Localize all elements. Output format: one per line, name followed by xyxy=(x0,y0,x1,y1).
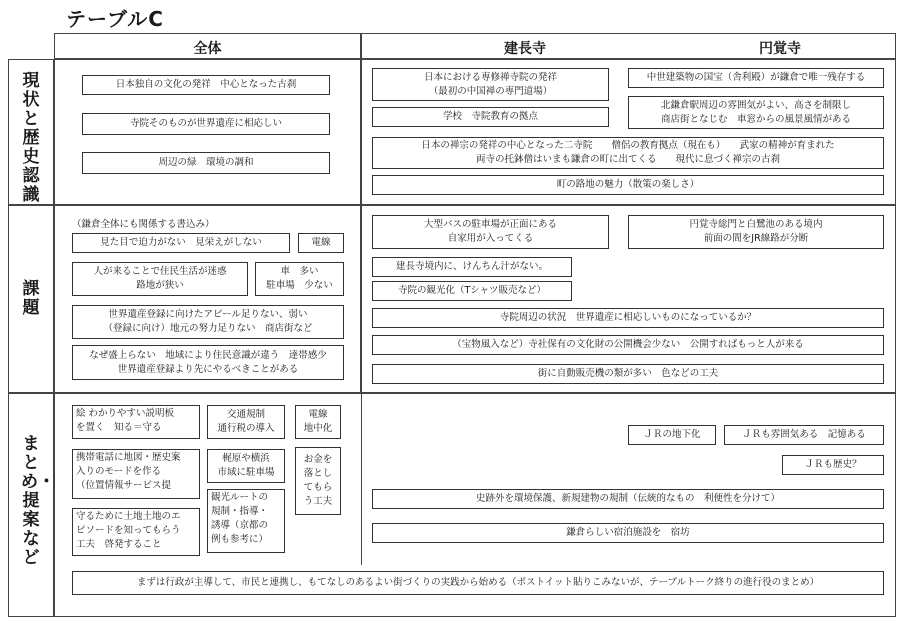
note-text: 日本の禅宗の発祥の中心となった二寺院 僧侶の教育拠点（現在も） 武家の精神が育まれた xyxy=(421,140,835,151)
note-text: 日本における専修禅寺院の発祥 xyxy=(423,71,557,83)
note-text: なぜ盛上らない 地域により住民意識が違う 達帯感少 xyxy=(89,349,327,361)
note-box xyxy=(72,305,344,339)
note-text: （最初の中国禅の専門道場） xyxy=(428,85,553,97)
note-text: 落とし xyxy=(303,468,333,479)
note-text: 円覚寺総門と白鷺池のある境内 xyxy=(689,219,823,230)
note-box xyxy=(372,281,572,301)
note-box xyxy=(628,96,884,129)
note-text: 世界遺産登録より先にやるべきことがある xyxy=(117,363,299,375)
note-text: う工夫 xyxy=(303,496,333,507)
note-text: 町の路地の魅力（散策の楽しさ） xyxy=(556,179,700,190)
note-text: ＪＲの地下化 xyxy=(643,429,701,440)
row-label-issues: 課題 xyxy=(22,279,40,318)
note-box xyxy=(82,75,330,95)
note-text: 電線 xyxy=(311,237,331,248)
note-box xyxy=(207,489,285,553)
note-text: 寺院そのものが世界遺産に相応しい xyxy=(129,118,282,129)
row-label-current: 現状と歴史認識 xyxy=(22,71,40,205)
note-text: てもら xyxy=(303,482,333,493)
note-text: 工夫 啓発すること xyxy=(76,539,162,550)
header-kenchoji: 建長寺 xyxy=(504,41,546,57)
note-box xyxy=(295,447,341,515)
note-text: 街に自動販売機の類が多い 色などの工夫 xyxy=(537,368,719,379)
note-text: 地中化 xyxy=(303,423,333,434)
summary-box xyxy=(72,571,884,595)
note-box xyxy=(628,425,716,445)
note-text: 史跡外を環境保護、新規建物の規制（伝統的なもの 利便性を分けて） xyxy=(475,493,780,504)
note-text: を置く 知る＝守る xyxy=(76,422,162,433)
note-box xyxy=(207,405,285,439)
note-box xyxy=(295,405,341,439)
note-box xyxy=(372,137,884,169)
note-box xyxy=(724,425,884,445)
note-box xyxy=(72,508,200,556)
note-box xyxy=(372,257,572,277)
note-text: 日本独自の文化の発祥 中心となった古刹 xyxy=(115,79,297,90)
note-text: 寺院の観光化（Tシャツ販売など） xyxy=(397,285,547,296)
note-box xyxy=(72,405,200,439)
summary-text: まずは行政が主導して、市民と連携し、もてなしのあるよい街づくりの実践から始める（ポストイット貼りこみないが、テーブルトーク終りの進行役のまとめ） xyxy=(136,577,820,588)
note-text: 中世建築物の国宝（舎利殿）が鎌倉で唯一残存する xyxy=(646,72,866,83)
note-box xyxy=(372,335,884,355)
row-label-proposals: まとめ・提案など xyxy=(21,434,55,568)
note-text: 電線 xyxy=(308,409,328,420)
note-text: 例も参考に） xyxy=(211,534,269,545)
note-box xyxy=(72,345,344,380)
note-text: 見た目で迫力がない 見栄えがしない xyxy=(100,237,262,248)
note-text: 観光ルートの xyxy=(211,492,269,503)
note-box xyxy=(372,175,884,195)
note-box xyxy=(372,215,609,249)
note-text: 路地が狭い xyxy=(136,280,184,291)
note-box xyxy=(782,455,884,475)
note-text: ＪＲも歴史？ xyxy=(804,459,862,470)
note-text: 入りのモードを作る xyxy=(76,466,162,477)
note-text: 通行税の導入 xyxy=(217,423,275,434)
note-text: 守るために土地土地のエ xyxy=(76,511,181,522)
note-text: 寺院周辺の状況 世界遺産に相応しいものになっているか？ xyxy=(499,312,757,323)
note-text: （位置情報サービス提 xyxy=(76,480,172,491)
note-text: 周辺の緑 環境の調和 xyxy=(158,157,254,168)
note-text: 学校 寺院教育の拠点 xyxy=(442,111,538,122)
note-text: お金を xyxy=(303,454,333,465)
note-box xyxy=(372,364,884,384)
note-box xyxy=(82,152,330,174)
note-box xyxy=(207,449,285,483)
note-text: 建長寺境内に、けんちん汁がない。 xyxy=(395,261,548,272)
note-text: 携帯電話に地図・歴史案 xyxy=(76,452,181,463)
note-box xyxy=(82,113,330,135)
note-box xyxy=(628,215,884,249)
note-text: 前面の間をJR線路が分断 xyxy=(703,233,809,244)
note-text: 交通規制 xyxy=(226,409,265,420)
note-box xyxy=(372,308,884,328)
note-box xyxy=(372,68,609,101)
note-text: 鎌倉らしい宿泊施設を 宿坊 xyxy=(566,527,690,538)
page-title: テーブルC xyxy=(66,7,164,31)
note-text: 自家用が入ってくる xyxy=(447,233,534,244)
note-text: 商店街となじむ 車窓からの風景風情がある xyxy=(660,113,851,125)
note-text: 絵 わかりやすい説明板 xyxy=(76,408,175,419)
note-box xyxy=(72,233,290,253)
header-all: 全体 xyxy=(193,41,222,57)
note-box xyxy=(72,262,248,296)
note-text: 梶原や横浜 xyxy=(222,453,270,464)
note-text: 大型バスの駐車場が正面にある xyxy=(423,219,557,230)
note-text: 規制・指導・ xyxy=(211,506,269,517)
note-box xyxy=(372,523,884,543)
note-text: 人が来ることで住民生活が迷惑 xyxy=(93,266,227,277)
note-text: （登録に向け）地元の努力足りない 商店街など xyxy=(103,323,313,334)
note-box xyxy=(72,449,200,499)
note-text: 市域に駐車場 xyxy=(217,467,275,478)
note-text: 誘導（京都の xyxy=(211,520,269,531)
note-text: ピソードを知ってもらう xyxy=(76,525,181,536)
note-box xyxy=(372,107,609,127)
note-box xyxy=(628,68,884,88)
note-text: （宝物風入など）寺社保有の文化財の公開機会少ない 公開すればもっと人が来る xyxy=(452,339,804,350)
note-text: ＪＲも雰囲気ある 記憶ある xyxy=(742,429,866,440)
note-text: 車 多い xyxy=(280,266,319,277)
header-enkakuji: 円覚寺 xyxy=(759,41,801,57)
note-box xyxy=(255,262,344,296)
note-text: 世界遺産登録に向けたアピール足りない、弱い xyxy=(108,309,308,320)
note-box xyxy=(372,489,884,509)
note-text: 両寺の托鉢僧はいまも鎌倉の町に出てくる 現代に息づく禅宗の古刹 xyxy=(475,154,780,165)
note-text: 北鎌倉駅周辺の雰囲気がよい、高さを制限し xyxy=(660,99,851,111)
note-text: 駐車場 少ない xyxy=(266,280,333,291)
note-box xyxy=(298,233,344,253)
divider xyxy=(361,393,362,565)
issues-note: （鎌倉全体にも関係する書込み） xyxy=(72,219,215,230)
